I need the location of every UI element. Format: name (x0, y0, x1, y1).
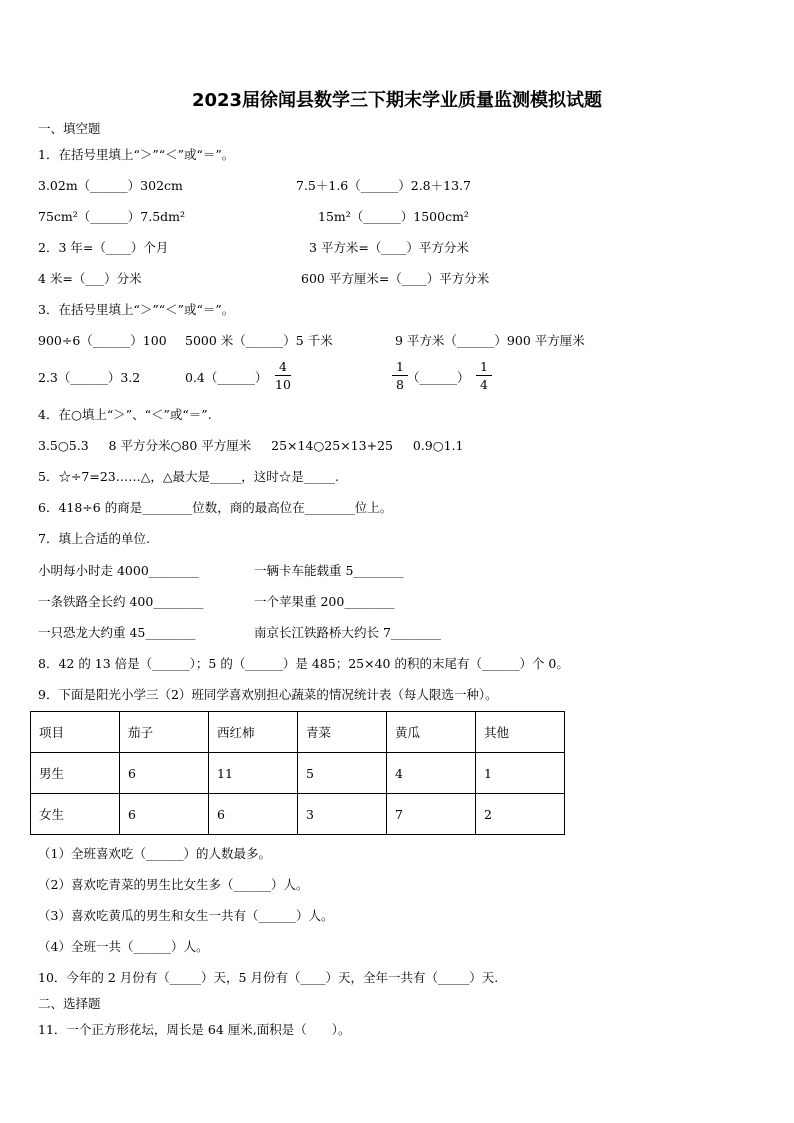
table-cell: 4 (387, 753, 476, 794)
fraction-denominator: 4 (480, 377, 488, 392)
question-7-item: 南京长江铁路桥大约长 7________ (254, 625, 441, 640)
question-3-item: 0.4（______） (185, 370, 268, 385)
question-9-sub-3: （3）喜欢吃黄瓜的男生和女生一共有（______）人。 (38, 908, 334, 923)
fraction-numerator: 1 (396, 359, 404, 374)
section-heading-choice: 二、选择题 (38, 996, 101, 1011)
table-cell: 6 (209, 794, 298, 835)
question-9-sub-1: （1）全班喜欢吃（______）的人数最多。 (38, 846, 271, 861)
question-7-item: 一条铁路全长约 400________ (38, 594, 204, 609)
question-2-item: 3 平方米=（____）平方分米 (309, 240, 469, 255)
question-2-item: 4 米=（___）分米 (38, 271, 142, 286)
table-cell: 7 (387, 794, 476, 835)
question-9-sub-4: （4）全班一共（______）人。 (38, 939, 209, 954)
question-9-stem: 9．下面是阳光小学三（2）班同学喜欢别担心蔬菜的情况统计表（每人限选一种）。 (38, 687, 498, 702)
question-3-item: 2.3（______）3.2 (38, 370, 141, 385)
table-cell: 女生 (31, 794, 120, 835)
question-2-item: 600 平方厘米=（____）平方分米 (301, 271, 490, 286)
table-header-cell: 项目 (31, 712, 120, 753)
question-7-item: 一只恐龙大约重 45________ (38, 625, 196, 640)
table-header-cell: 西红柿 (209, 712, 298, 753)
table-cell: 3 (298, 794, 387, 835)
question-3-item: 5000 米（______）5 千米 (185, 333, 333, 348)
fraction-bar (392, 375, 408, 376)
table-cell: 6 (120, 794, 209, 835)
fraction (392, 359, 408, 392)
question-4-items: 3.5○5.3 8 平方分米○80 平方厘米 25×14○25×13+25 0.9○1.1 (38, 438, 464, 453)
question-7-item: 一个苹果重 200________ (254, 594, 395, 609)
question-1-stem: 1．在括号里填上“＞”“＜”或“＝”。 (38, 147, 235, 162)
fraction-numerator: 4 (279, 359, 287, 374)
vegetable-stats-table (30, 711, 565, 835)
table-header-cell: 黄瓜 (387, 712, 476, 753)
question-3-stem: 3．在括号里填上“＞”“＜”或“＝”。 (38, 302, 235, 317)
table-cell: 5 (298, 753, 387, 794)
question-7-item: 小明每小时走 4000________ (38, 563, 199, 578)
table-header-cell: 茄子 (120, 712, 209, 753)
fraction-denominator: 10 (275, 377, 291, 392)
fraction-bar (275, 375, 291, 376)
table-row (31, 753, 565, 794)
table-header-cell: 其他 (476, 712, 565, 753)
fraction-denominator: 8 (396, 377, 404, 392)
fraction-bar (476, 375, 492, 376)
question-4-stem: 4．在○填上“＞”、“＜”或“＝”. (38, 407, 212, 422)
table-header-row (31, 712, 565, 753)
question-11: 11．一个正方形花坛，周长是 64 厘米,面积是（ ）。 (38, 1022, 351, 1037)
question-1-item: 3.02m（______）302cm (38, 178, 183, 193)
fraction-numerator: 1 (480, 359, 488, 374)
question-3-item: 9 平方米（______）900 平方厘米 (395, 333, 585, 348)
question-7-stem: 7．填上合适的单位. (38, 531, 150, 546)
question-7-item: 一辆卡车能载重 5________ (254, 563, 404, 578)
table-header-cell: 青菜 (298, 712, 387, 753)
question-1-item: 7.5＋1.6（______）2.8＋13.7 (296, 178, 471, 193)
table-cell: 6 (120, 753, 209, 794)
question-5: 5．☆÷7=23……△，△最大是_____，这时☆是_____. (38, 469, 339, 484)
table-cell: 1 (476, 753, 565, 794)
question-9-sub-2: （2）喜欢吃青菜的男生比女生多（______）人。 (38, 877, 309, 892)
question-10: 10．今年的 2 月份有（_____）天，5 月份有（____）天，全年一共有（_____）天. (38, 970, 499, 985)
table-row (31, 794, 565, 835)
question-1-item: 75cm²（______）7.5dm² (38, 209, 186, 224)
fraction (275, 359, 291, 392)
table-cell: 11 (209, 753, 298, 794)
question-3-blank: （______） (407, 370, 470, 385)
question-6: 6．418÷6 的商是________位数，商的最高位在________位上。 (38, 500, 393, 515)
question-2-item: 2．3 年=（____）个月 (38, 240, 169, 255)
page-title: 2023届徐闻县数学三下期末学业质量监测模拟试题 (191, 90, 603, 111)
question-3-item: 900÷6（______）100 (38, 333, 167, 348)
question-8: 8．42 的 13 倍是（______）；5 的（______）是 485；25×40 的积的末尾有（______）个 0。 (38, 656, 569, 671)
section-heading-fill-blank: 一、填空题 (38, 121, 101, 136)
table-cell: 2 (476, 794, 565, 835)
fraction (476, 359, 492, 392)
question-1-item: 15m²（______）1500cm² (318, 209, 469, 224)
table-cell: 男生 (31, 753, 120, 794)
